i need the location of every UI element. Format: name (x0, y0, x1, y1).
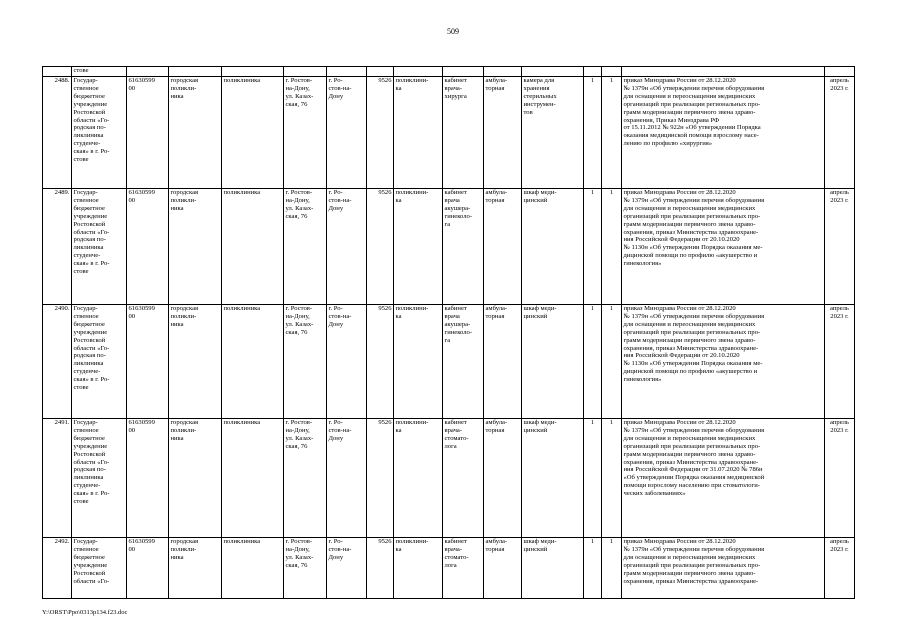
qty2-cell: 1 (602, 305, 622, 419)
qty2-cell: 1 (602, 419, 622, 538)
table-row (43, 305, 855, 419)
code2-cell: 9526 (367, 538, 394, 599)
code-cell: 61630599 00 (127, 419, 169, 538)
kind-cell: поликлиника (222, 538, 284, 599)
page-number: 509 (447, 27, 459, 36)
continuation-text: стове (72, 67, 127, 77)
qty1-cell: 1 (584, 77, 602, 189)
room-cell: кабинет врача- стомато- лога (443, 538, 484, 599)
continuation-row (43, 67, 855, 77)
address-cell: г. Ростов- на-Дону, ул. Казах- ская, 76 (284, 305, 327, 419)
code-cell: 61630599 00 (127, 77, 169, 189)
city-cell: г. Ро- стов-на- Дону (327, 305, 367, 419)
code-cell: 61630599 00 (127, 538, 169, 599)
equipment-table (42, 66, 855, 599)
date-cell: апрель 2023 г. (825, 419, 855, 538)
address-cell: г. Ростов- на-Дону, ул. Казах- ская, 76 (284, 189, 327, 305)
code-cell: 61630599 00 (127, 189, 169, 305)
qty1-cell: 1 (584, 305, 602, 419)
code2-cell: 9526 (367, 77, 394, 189)
basis-cell: приказ Минздрава России от 28.12.2020 № 1379н «Об утверждении перечня оборудования для оснащения и переоснащения медицинских организаций при реализации региональных про- грамм модернизации первичного звена здраво- охранения, приказ Министерства здравоохране- (622, 538, 825, 599)
city-cell: г. Ро- стов-на- Дону (327, 77, 367, 189)
organization-cell: Государ- ственное бюджетное учреждение Ростовской области «Го- родская по- ликлиника студенче- ская» в г. Ро- стове (72, 189, 127, 305)
equipment-cell: шкаф меди- цинский (522, 538, 584, 599)
table-row (43, 77, 855, 189)
city-cell: г. Ро- стов-на- Дону (327, 189, 367, 305)
row-number: 2488. (43, 77, 72, 189)
unit-cell: поликлини- ка (394, 77, 443, 189)
table-row (43, 189, 855, 305)
type-cell: городская поликли- ника (169, 189, 222, 305)
code-cell: 61630599 00 (127, 305, 169, 419)
row-number: 2491. (43, 419, 72, 538)
room-cell: кабинет врача- стомато- лога (443, 419, 484, 538)
date-cell: апрель 2023 г. (825, 305, 855, 419)
equipment-cell: шкаф меди- цинский (522, 419, 584, 538)
basis-cell: приказ Минздрава России от 28.12.2020 № 1379н «Об утверждении перечня оборудования для оснащения и переоснащения медицинских организаций при реализации региональных про- грамм модернизации первичного звена здраво- охранения, Приказ Минздрава РФ от 15.11.2012 № 922н «Об утверждении Порядка оказания медицинской помощи взрослому насе- лению по профилю «хирургия» (622, 77, 825, 189)
qty2-cell: 1 (602, 77, 622, 189)
equipment-cell: шкаф меди- цинский (522, 305, 584, 419)
type-cell: городская поликли- ника (169, 305, 222, 419)
qty1-cell: 1 (584, 189, 602, 305)
organization-cell: Государ- ственное бюджетное учреждение Ростовской области «Го- родская по- ликлиника студенче- ская» в г. Ро- стове (72, 419, 127, 538)
kind-cell: поликлиника (222, 419, 284, 538)
care-cell: амбула- торная (484, 419, 522, 538)
equipment-cell: шкаф меди- цинский (522, 189, 584, 305)
basis-cell: приказ Минздрава России от 28.12.2020 № 1379н «Об утверждении перечня оборудования для оснащения и переоснащения медицинских организаций при реализации региональных про- грамм модернизации первичного звена здраво- охранения, приказ Министерства здравоохране- ния Российской Федерации от 31.07.2020 № 786н «Об утверждении Порядка оказания медицинской помощи взрослому населению при стоматологи- ческих заболеваниях» (622, 419, 825, 538)
type-cell: городская поликли- ника (169, 419, 222, 538)
organization-cell: Государ- ственное бюджетное учреждение Ростовской области «Го- (72, 538, 127, 599)
code2-cell: 9526 (367, 419, 394, 538)
kind-cell: поликлиника (222, 189, 284, 305)
unit-cell: поликлини- ка (394, 419, 443, 538)
table-row (43, 419, 855, 538)
basis-cell: приказ Минздрава России от 28.12.2020 № 1379н «Об утверждении перечня оборудования для оснащения и переоснащения медицинских организаций при реализации региональных про- грамм модернизации первичного звена здраво- охранения, приказ Министерства здравоохране- ния Российской Федерации от 20.10.2020 № 1130н «Об утверждении Порядка оказания ме- дицинской помощи по профилю «акушерство и гинекология» (622, 189, 825, 305)
qty2-cell: 1 (602, 189, 622, 305)
code2-cell: 9526 (367, 305, 394, 419)
care-cell: амбула- торная (484, 538, 522, 599)
type-cell: городская поликли- ника (169, 538, 222, 599)
kind-cell: поликлиника (222, 77, 284, 189)
date-cell: апрель 2023 г. (825, 189, 855, 305)
organization-cell: Государ- ственное бюджетное учреждение Ростовской области «Го- родская по- ликлиника студенче- ская» в г. Ро- стове (72, 77, 127, 189)
city-cell: г. Ро- стов-на- Дону (327, 538, 367, 599)
date-cell: апрель 2023 г. (825, 538, 855, 599)
equipment-cell: камера для хранения стерильных инструмен- тов (522, 77, 584, 189)
type-cell: городская поликли- ника (169, 77, 222, 189)
unit-cell: поликлини- ка (394, 538, 443, 599)
date-cell: апрель 2023 г. (825, 77, 855, 189)
basis-cell: приказ Минздрава России от 28.12.2020 № 1379н «Об утверждении перечня оборудования для оснащения и переоснащения медицинских организаций при реализации региональных про- грамм модернизации первичного звена здраво- охранения, приказ Министерства здравоохране- ния Российской Федерации от 20.10.2020 № 1130н «Об утверждении Порядка оказания ме- дицинской помощи по профилю «акушерство и гинекология» (622, 305, 825, 419)
unit-cell: поликлини- ка (394, 305, 443, 419)
row-number: 2489. (43, 189, 72, 305)
room-cell: кабинет врача- хирурга (443, 77, 484, 189)
kind-cell: поликлиника (222, 305, 284, 419)
address-cell: г. Ростов- на-Дону, ул. Казах- ская, 76 (284, 419, 327, 538)
qty2-cell: 1 (602, 538, 622, 599)
care-cell: амбула- торная (484, 189, 522, 305)
address-cell: г. Ростов- на-Дону, ул. Казах- ская, 76 (284, 77, 327, 189)
care-cell: амбула- торная (484, 77, 522, 189)
room-cell: кабинет врача акушера- гинеколо- га (443, 189, 484, 305)
city-cell: г. Ро- стов-на- Дону (327, 419, 367, 538)
qty1-cell: 1 (584, 419, 602, 538)
unit-cell: поликлини- ка (394, 189, 443, 305)
room-cell: кабинет врача акушера- гинеколо- га (443, 305, 484, 419)
organization-cell: Государ- ственное бюджетное учреждение Ростовской области «Го- родская по- ликлиника студенче- ская» в г. Ро- стове (72, 305, 127, 419)
address-cell: г. Ростов- на-Дону, ул. Казах- ская, 76 (284, 538, 327, 599)
code2-cell: 9526 (367, 189, 394, 305)
qty1-cell: 1 (584, 538, 602, 599)
table-row (43, 538, 855, 599)
row-number: 2490. (43, 305, 72, 419)
row-number: 2492. (43, 538, 72, 599)
care-cell: амбула- торная (484, 305, 522, 419)
footer-file-path: Y:\ORST\Ppo\0313p134.f23.doc (42, 609, 128, 616)
